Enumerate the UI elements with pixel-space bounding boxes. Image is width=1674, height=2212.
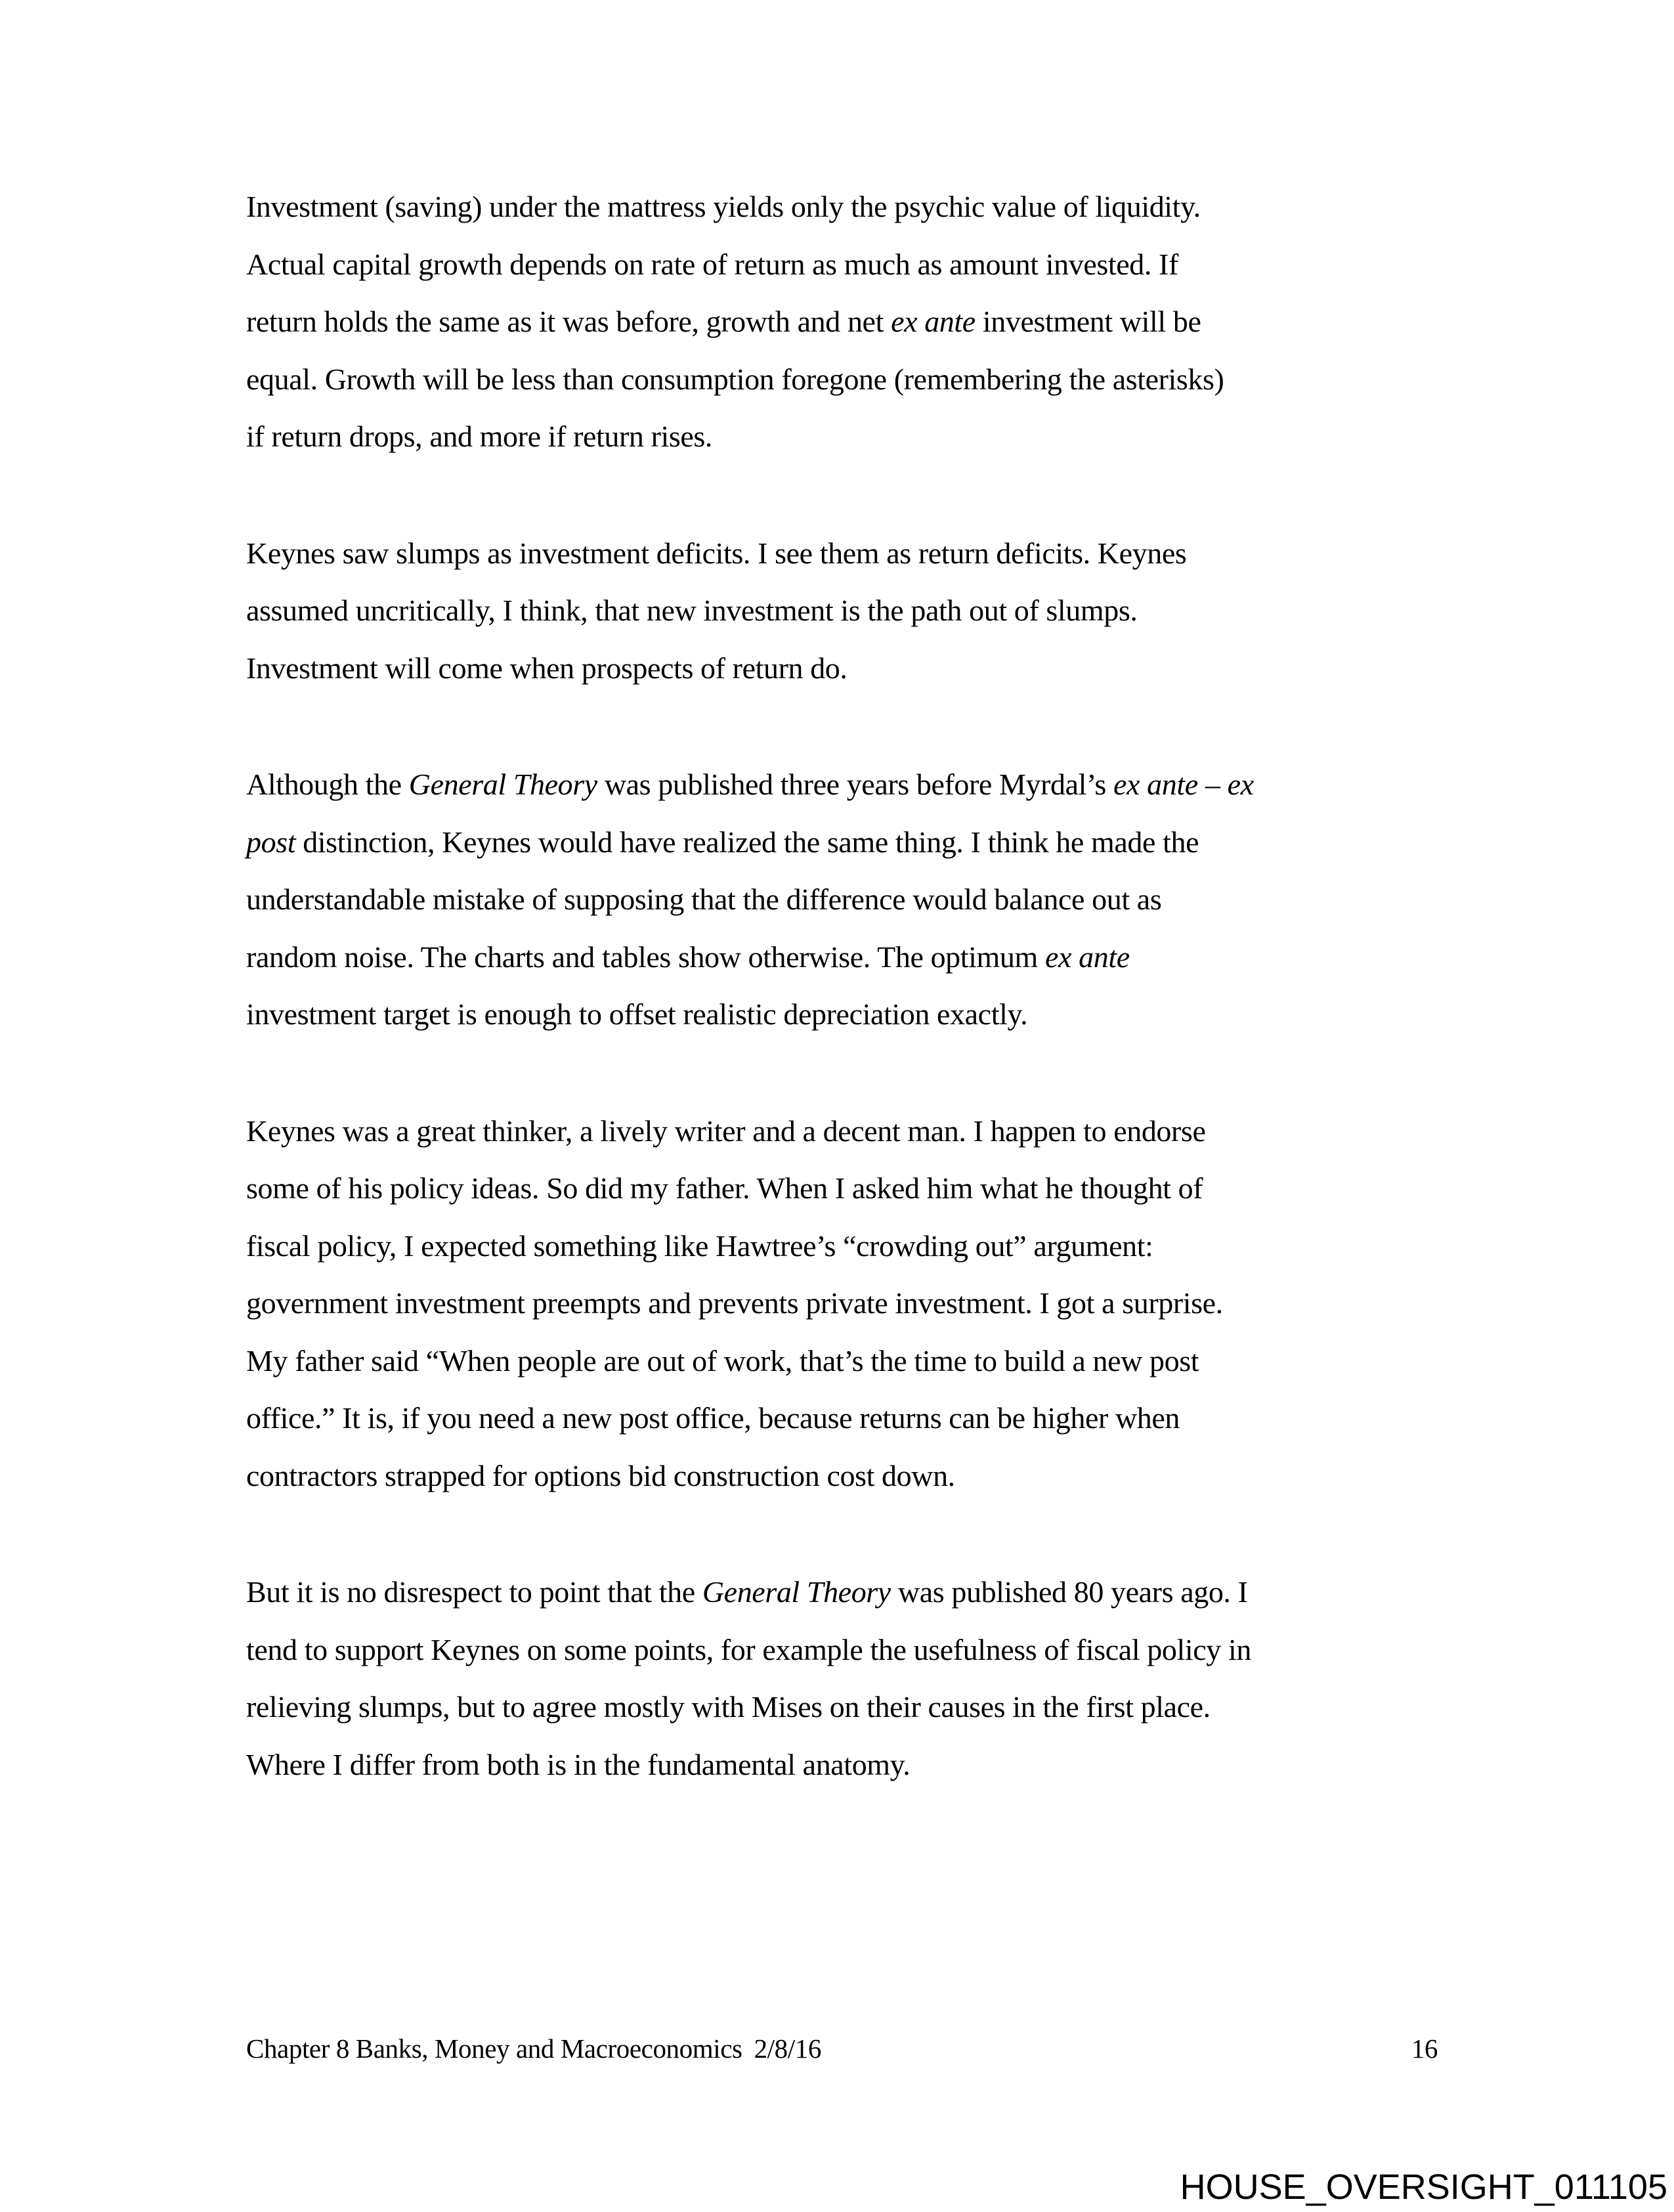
- footer-page-number: 16: [1411, 2033, 1438, 2064]
- italic-text-segment: ex ante: [1045, 940, 1130, 974]
- text-line: [246, 1447, 1451, 1505]
- text-segment: random noise. The charts and tables show otherwise. The optimum: [246, 940, 1046, 974]
- text-line: [246, 756, 1451, 813]
- text-segment: relieving slumps, but to agree mostly with Mises on their causes in the first place.: [246, 1690, 1211, 1724]
- text-segment: Investment (saving) under the mattress yields only the psychic value of liquidity.: [246, 190, 1201, 223]
- text-line: [246, 1274, 1451, 1332]
- text-segment: Although the: [246, 768, 409, 801]
- text-segment: My father said “When people are out of work, that’s the time to build a new post: [246, 1343, 1199, 1377]
- text-segment: –: [1197, 768, 1228, 801]
- text-line: [246, 1563, 1451, 1621]
- text-segment: some of his policy ideas. So did my father. When I asked him what he thought of: [246, 1171, 1203, 1205]
- text-segment: Investment will come when prospects of return do.: [246, 651, 848, 685]
- document-body: [246, 178, 1451, 1793]
- text-line: [246, 293, 1451, 351]
- text-segment: if return drops, and more if return rises.: [246, 420, 713, 453]
- italic-text-segment: ex: [1227, 768, 1254, 801]
- text-line: [246, 640, 1451, 697]
- text-segment: fiscal policy, I expected something like Hawtree’s “crowding out” argument:: [246, 1228, 1153, 1263]
- text-line: [246, 1389, 1451, 1447]
- text-segment: office.” It is, if you need a new post office, because returns can be higher when: [246, 1401, 1180, 1435]
- text-segment: But it is no disrespect to point that the: [246, 1575, 702, 1609]
- text-line: [246, 408, 1451, 466]
- text-line: [246, 1160, 1451, 1217]
- text-line: [246, 1621, 1451, 1679]
- text-line: [246, 582, 1451, 640]
- text-line: [246, 236, 1451, 293]
- text-segment: distinction, Keynes would have realized the same thing. I think he made the: [295, 825, 1199, 859]
- text-segment: Keynes was a great thinker, a lively writer and a decent man. I happen to endorse: [246, 1114, 1206, 1148]
- text-segment: was published three years before Myrdal’s: [597, 768, 1114, 801]
- text-segment: equal. Growth will be less than consumption foregone (remembering the asterisks): [246, 362, 1224, 396]
- text-segment: return holds the same as it was before, growth and net: [246, 305, 891, 338]
- footer-date: 2/8/16: [754, 2033, 821, 2064]
- italic-text-segment: General Theory: [408, 768, 597, 801]
- paragraph: [246, 1563, 1451, 1793]
- bates-number-watermark: HOUSE_OVERSIGHT_011105: [1180, 2167, 1667, 2207]
- paragraph: [246, 525, 1451, 697]
- text-line: [246, 178, 1451, 236]
- footer-left: [246, 2033, 821, 2065]
- text-line: [246, 1217, 1451, 1275]
- text-segment: investment target is enough to offset realistic depreciation exactly.: [246, 997, 1028, 1031]
- text-segment: investment will be: [975, 305, 1201, 338]
- italic-text-segment: post: [246, 825, 296, 859]
- text-segment: Actual capital growth depends on rate of return as much as amount invested. If: [246, 247, 1178, 281]
- text-segment: assumed uncritically, I think, that new investment is the path out of slumps.: [246, 594, 1138, 627]
- text-line: [246, 351, 1451, 408]
- text-segment: tend to support Keynes on some points, for example the usefulness of fiscal policy in: [246, 1632, 1251, 1666]
- footer-chapter-title: Chapter 8 Banks, Money and Macroeconomics: [246, 2033, 742, 2064]
- text-line: [246, 813, 1451, 871]
- italic-text-segment: General Theory: [702, 1575, 891, 1609]
- text-line: [246, 1678, 1451, 1736]
- text-line: [246, 871, 1451, 928]
- paragraph: [246, 178, 1451, 466]
- text-segment: Where I differ from both is in the fundamental anatomy.: [246, 1747, 911, 1781]
- text-line: [246, 1332, 1451, 1390]
- text-segment: government investment preempts and prevents private investment. I got a surprise.: [246, 1286, 1223, 1320]
- text-line: [246, 928, 1451, 986]
- text-segment: was published 80 years ago. I: [890, 1575, 1248, 1609]
- text-line: [246, 525, 1451, 582]
- text-line: [246, 986, 1451, 1043]
- italic-text-segment: ex ante: [891, 305, 976, 338]
- text-line: [246, 1736, 1451, 1794]
- italic-text-segment: ex ante: [1113, 768, 1198, 801]
- paragraph: [246, 1102, 1451, 1505]
- text-segment: contractors strapped for options bid construction cost down.: [246, 1458, 955, 1492]
- text-line: [246, 1102, 1451, 1160]
- text-segment: understandable mistake of supposing that the difference would balance out as: [246, 882, 1162, 916]
- paragraph: [246, 756, 1451, 1043]
- footer: [246, 2033, 1438, 2065]
- text-segment: Keynes saw slumps as investment deficits. I see them as return deficits. Keynes: [246, 536, 1187, 570]
